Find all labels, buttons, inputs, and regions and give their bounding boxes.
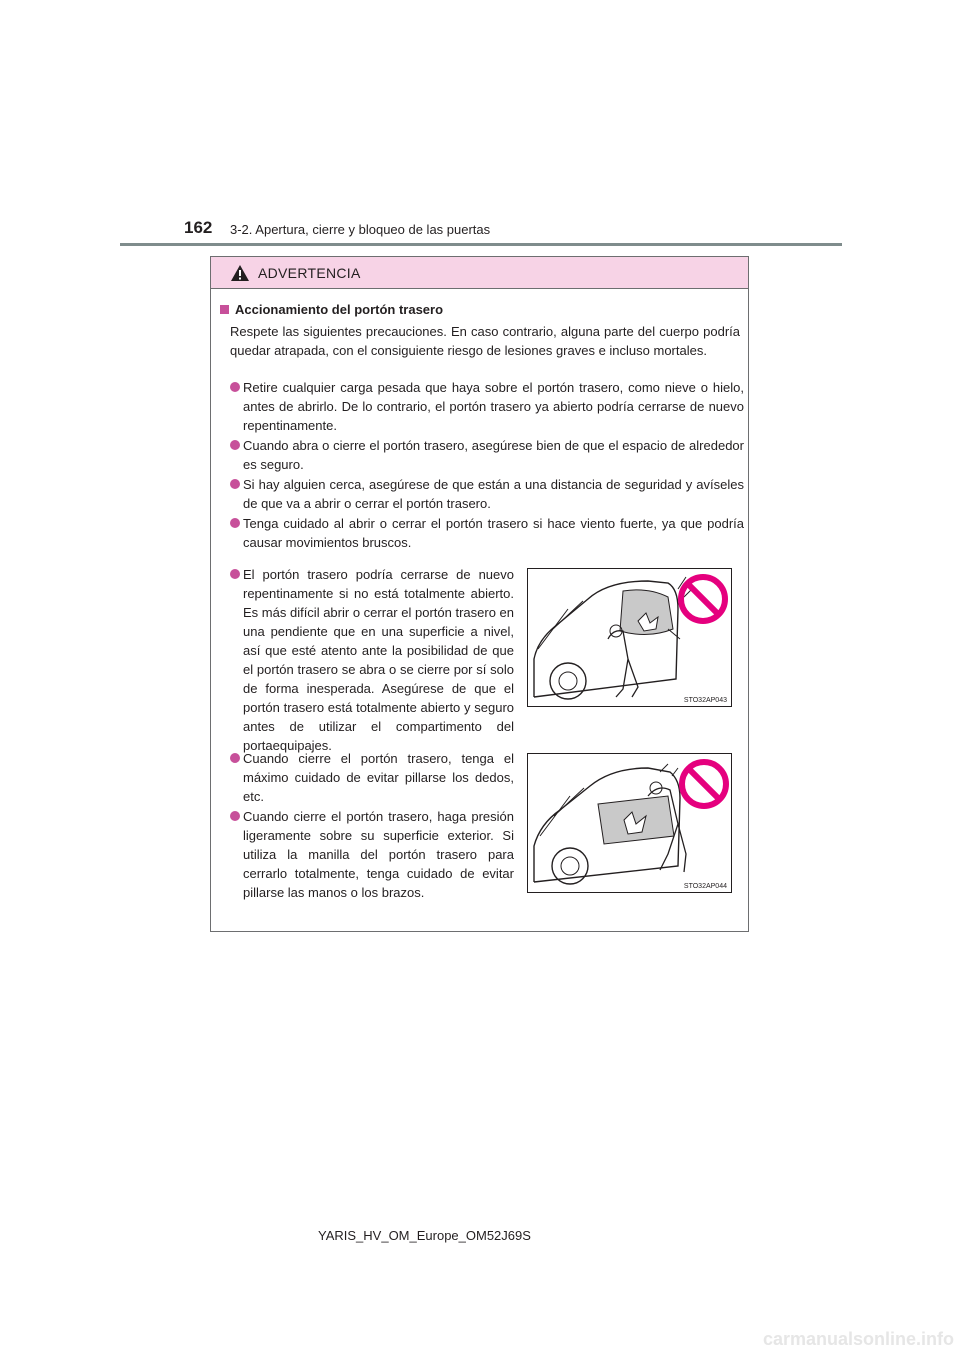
illustration-tailgate-closing [527,753,732,893]
bullet-dot-icon [230,382,240,392]
bullet-dot-icon [230,518,240,528]
list-item-text: El portón trasero podría cerrarse de nuevo repentinamente si no está totalmente abierto. Es más difícil abrir o cerrar el portón trasero en una pendiente que en una superficie a nivel, así que esté atento ante la posibilidad de que el portón trasero se abra o se cierre por sí solo de forma inesperada. Asegúrese de que el portón trasero está totalmente abierto y seguro antes de utilizar el compartimento del portaequipajes. [243,567,514,753]
subheading-text: Accionamiento del portón trasero [235,302,444,317]
page-number: 162 [184,218,213,237]
prohibition-icon [682,762,726,806]
list-item-text: Cuando abra o cierre el portón trasero, asegúrese bien de que el espacio de alrededor es seguro. [243,438,744,472]
bullet-dot-icon [230,569,240,579]
warning-title: ADVERTENCIA [258,264,361,281]
intro-paragraph: Respete las siguientes precauciones. En caso contrario, alguna parte del cuerpo podría quedar atrapada, con el consiguiente riesgo de lesiones graves e incluso mortales. [230,324,740,358]
list-item [230,514,744,552]
illustration-code: STO32AP043 [683,697,727,704]
list-item-text: Si hay alguien cerca, asegúrese de que están a una distancia de seguridad y avíseles de que va a abrir o cerrar el portón trasero. [243,477,744,511]
list-item-text: Cuando cierre el portón trasero, tenga el máximo cuidado de evitar pillarse los dedos, etc. [243,751,514,804]
subheading [220,300,443,319]
warning-triangle-icon [230,264,250,282]
list-item-text: Tenga cuidado al abrir o cerrar el portón trasero si hace viento fuerte, ya que podría causar movimientos bruscos. [243,516,744,550]
header-divider [120,243,842,246]
list-item [230,378,744,435]
prohibition-icon [681,577,725,621]
list-item [230,749,514,806]
illustration-tailgate-opening [527,568,732,707]
section-title: 3-2. Apertura, cierre y bloqueo de las puertas [230,222,491,237]
list-item-text: Retire cualquier carga pesada que haya sobre el portón trasero, como nieve o hielo, antes de abrirlo. De lo contrario, el portón trasero ya abierto podría cerrarse de nuevo repentinamente. [243,380,744,433]
illustration-code: STO32AP044 [683,883,727,890]
warning-box [210,256,749,932]
document-id: YARIS_HV_OM_Europe_OM52J69S [318,1228,531,1243]
list-item [230,565,514,755]
bullet-dot-icon [230,440,240,450]
watermark: carmanualsonline.info [762,1329,954,1349]
list-item [230,475,744,513]
list-item [230,436,744,474]
list-item [230,807,514,902]
bullet-dot-icon [230,753,240,763]
square-bullet-icon [220,305,229,314]
warning-header [211,257,748,289]
bullet-dot-icon [230,811,240,821]
list-item-text: Cuando cierre el portón trasero, haga presión ligeramente sobre su superficie exterior. Si utiliza la manilla del portón trasero para cerrarlo totalmente, tenga cuidado de evitar pillarse las manos o los brazos. [243,809,514,900]
bullet-dot-icon [230,479,240,489]
